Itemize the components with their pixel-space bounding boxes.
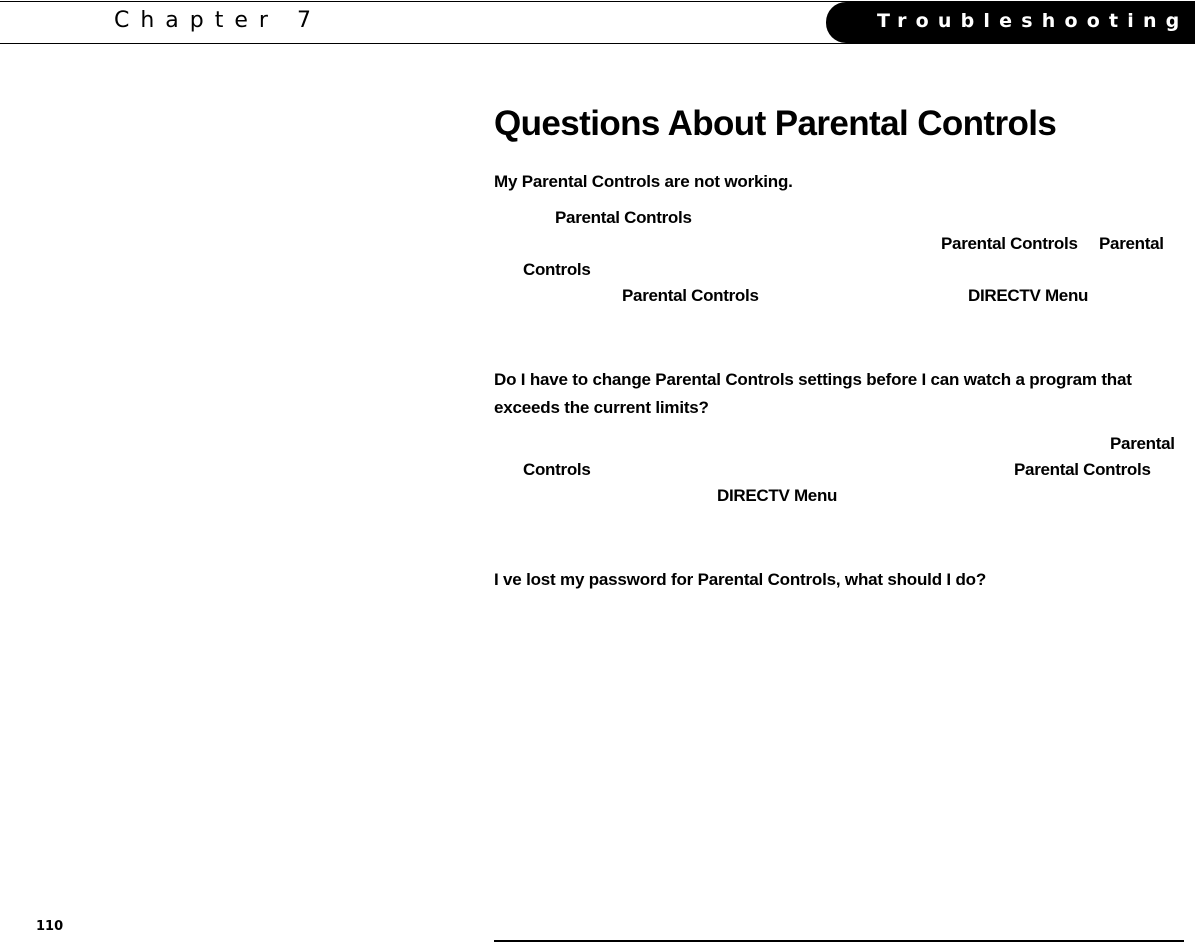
answer-1-keyword: Parental Controls (555, 208, 692, 227)
header-bottom-rule (0, 43, 1195, 44)
answer-1-keyword: DIRECTV Menu (968, 286, 1089, 305)
answer-2-keyword: Parental Controls (1014, 460, 1151, 479)
answer-2-keyword: Parental (1110, 434, 1175, 453)
page-title: Questions About Parental Controls (494, 104, 1057, 143)
page-number: 110 (36, 919, 64, 934)
answer-1-keyword: Parental Controls (941, 234, 1078, 253)
question-1: My Parental Controls are not working. (494, 172, 793, 191)
answer-1-keyword: Parental Controls (622, 286, 759, 305)
question-3: I ve lost my password for Parental Controls, what should I do? (494, 570, 987, 589)
section-tab-label: Troubleshooting (877, 10, 1189, 32)
answer-2-keyword: Controls (523, 460, 591, 479)
answer-1-keyword: Parental (1099, 234, 1164, 253)
answer-1-keyword: Controls (523, 260, 591, 279)
chapter-label: Chapter 7 (114, 8, 322, 33)
answer-2-keyword: DIRECTV Menu (717, 486, 838, 505)
question-2: Do I have to change Parental Controls settings before I can watch a program that exceeds the current limits? (494, 370, 1132, 417)
